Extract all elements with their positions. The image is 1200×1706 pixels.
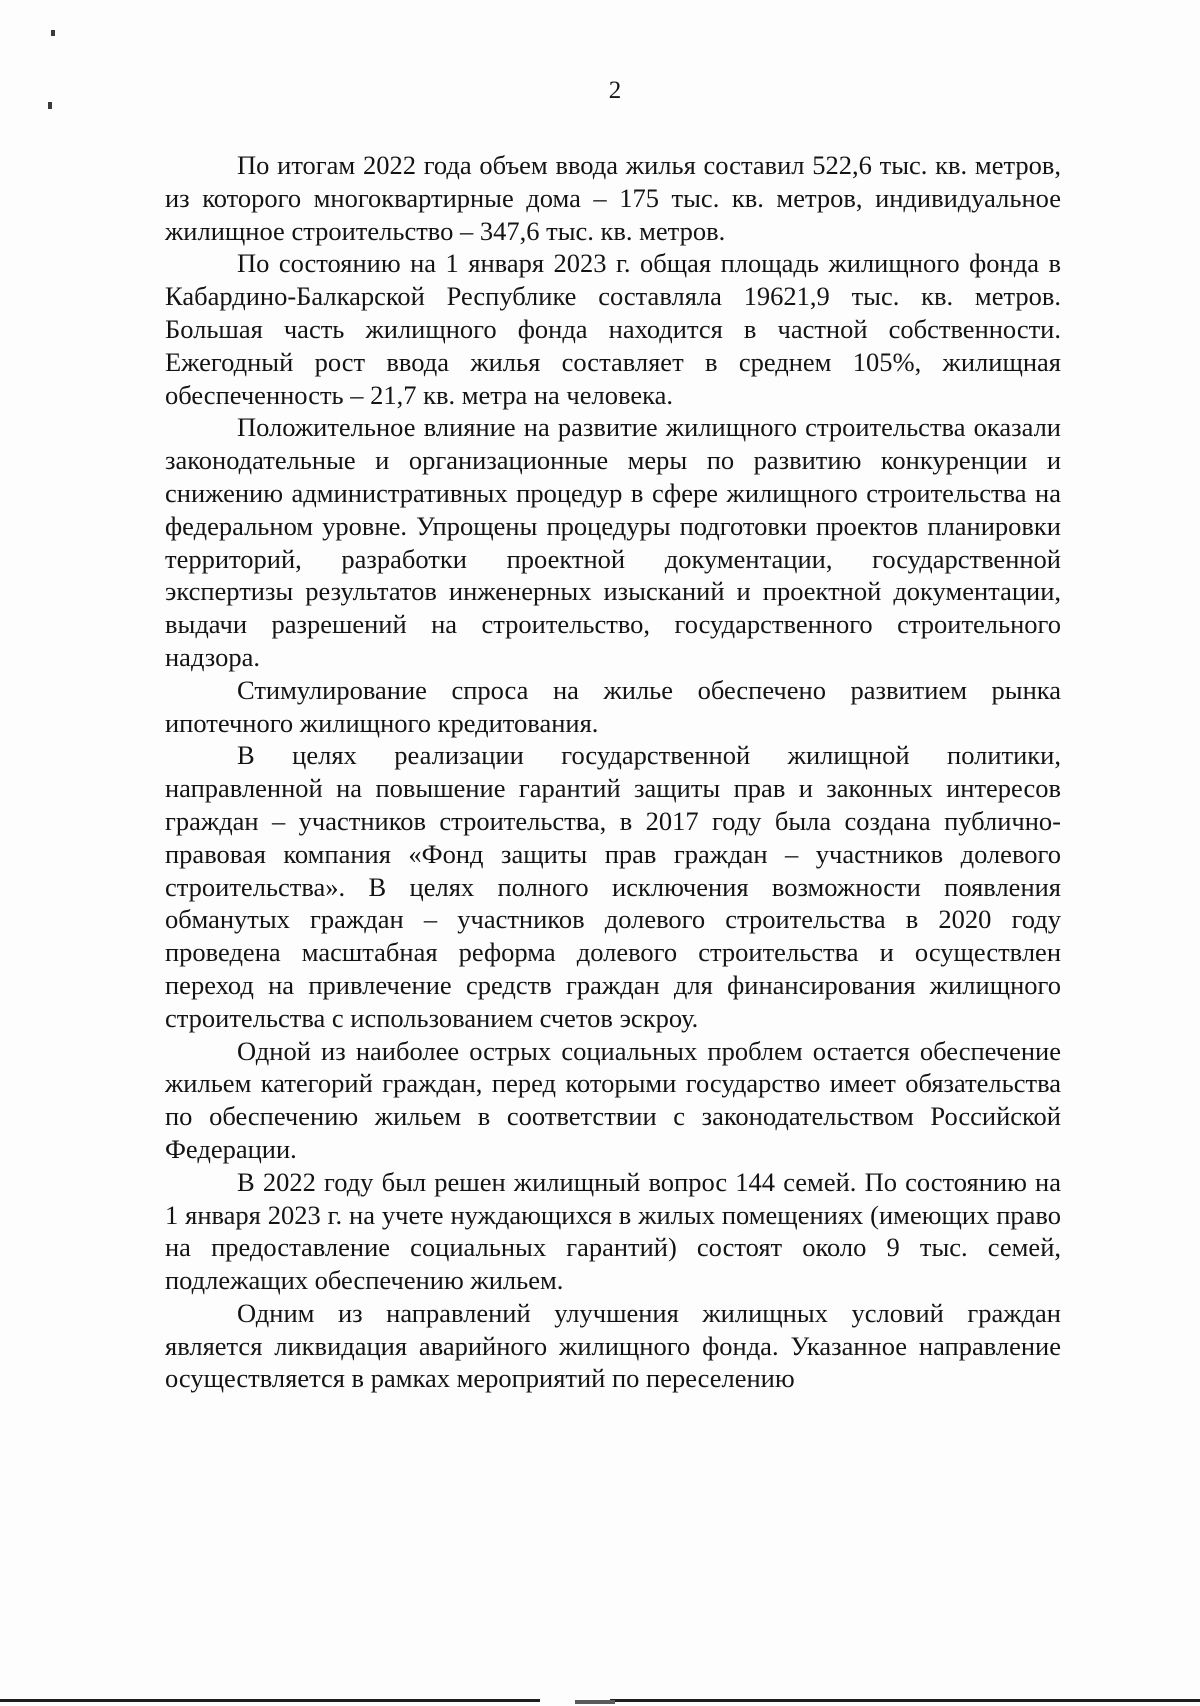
paragraph: В 2022 году был решен жилищный вопрос 144 семей. По состоянию на 1 января 2023 г. на учете нуждающихся в жилых помещениях (имеющих право на предоставление социальных гарантий) состоят около 9 тыс. семей, подлежащих обеспечению жильем. (165, 1166, 1061, 1296)
paragraph: По итогам 2022 года объем ввода жилья составил 522,6 тыс. кв. метров, из которого многоквартирные дома – 175 тыс. кв. метров, индивидуальное жилищное строительство – 347,6 тыс. кв. метров. (165, 150, 1061, 246)
scan-edge-mark (575, 1700, 615, 1704)
paragraph: По состоянию на 1 января 2023 г. общая площадь жилищного фонда в Кабардино-Балкарской Республике составляла 19621,9 тыс. кв. метров. Большая часть жилищного фонда находится в частной собственности. Ежегодный рост ввода жилья составляет в среднем 105%, жилищная обеспеченность – 21,7 кв. метра на человека. (165, 248, 1061, 410)
paragraph: Положительное влияние на развитие жилищного строительства оказали законодательные и организационные меры по развитию конкуренции и снижению административных процедур в сфере жилищного строительства на федеральном уровне. Упрощены процедуры подготовки проектов планировки территорий, разработки проектной документации, государственной экспертизы результатов инженерных изысканий и проектной документации, выдачи разрешений на строительство, государственного строительного надзора. (165, 412, 1061, 672)
paragraph: Одной из наиболее острых социальных проблем остается обеспечение жильем категорий граждан, перед которыми государство имеет обязательства по обеспечению жильем в соответствии с законодательством Российской Федерации. (165, 1035, 1061, 1164)
paragraph: В целях реализации государственной жилищной политики, направленной на повышение гарантий защиты прав и законных интересов граждан – участников строительства, в 2017 году была создана публично-правовая компания «Фонд защиты прав граждан – участников долевого строительства». В целях полного исключения возможности появления обманутых граждан – участников долевого строительства в 2020 году проведена масштабная реформа долевого строительства и осуществлен переход на привлечение средств граждан для финансирования жилищного строительства с использованием счетов эскроу. (165, 740, 1061, 1033)
body-text (165, 149, 1061, 1395)
paragraph: Одним из направлений улучшения жилищных условий граждан является ликвидация аварийного жилищного фонда. Указанное направление осуществляется в рамках мероприятий по переселению (165, 1297, 1061, 1394)
paragraph: Стимулирование спроса на жилье обеспечено развитием рынка ипотечного жилищного кредитования. (165, 674, 1061, 738)
scan-speck (51, 30, 55, 36)
page-number: 2 (608, 77, 622, 104)
